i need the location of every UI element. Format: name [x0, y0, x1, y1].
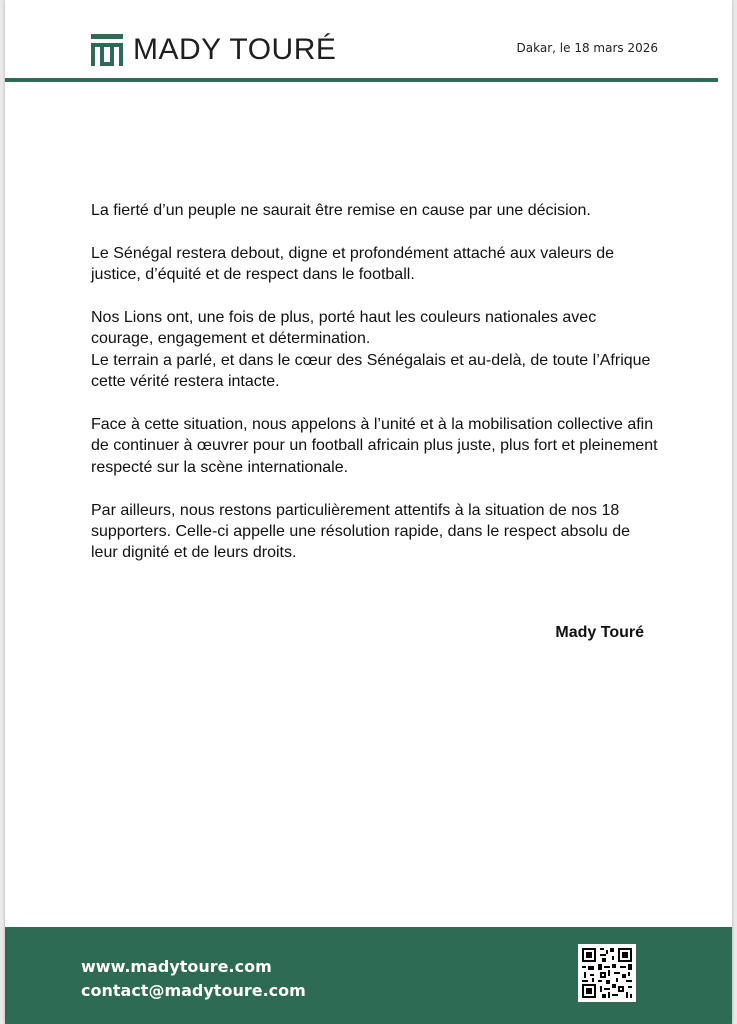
letter-body: [91, 200, 661, 585]
website-link[interactable]: www.madytoure.com: [81, 957, 272, 976]
letter-date: Dakar, le 18 mars 2026: [516, 41, 658, 55]
email-link[interactable]: contact@madytoure.com: [81, 981, 306, 1000]
paragraph-3: [91, 307, 661, 393]
mt-logo-icon: [91, 34, 123, 66]
letter-page: [5, 0, 732, 1024]
header-divider: [5, 78, 718, 82]
paragraph-5: Par ailleurs, nous restons particulièrement attentifs à la situation de nos 18 supporters. Celle-ci appelle une résolution rapide, dans le respect absolu de leur dignité et de leurs droits.: [91, 501, 630, 562]
logo-text: MADY TOURÉ: [133, 33, 337, 66]
paragraph-1: La fierté d’un peuple ne saurait être remise en cause par une décision.: [91, 202, 591, 219]
logo: [91, 34, 336, 66]
footer: [5, 927, 732, 1024]
paragraph-3-line-b: Le terrain a parlé, et dans le cœur des Sénégalais et au-delà, de toute l’Afrique cette vérité restera intacte.: [91, 351, 651, 391]
paragraph-2: Le Sénégal restera debout, digne et profondément attaché aux valeurs de justice, d’équité et de respect dans le football.: [91, 244, 615, 284]
paragraph-3-line-a: Nos Lions ont, une fois de plus, porté haut les couleurs nationales avec courage, engagement et détermination.: [91, 309, 597, 348]
footer-contact: [81, 955, 306, 1003]
signature: Mady Touré: [555, 624, 644, 641]
paragraph-4: Face à cette situation, nous appelons à l’unité et à la mobilisation collective afin de continuer à œuvrer pour un football africain plus juste, plus fort et pleinement respecté sur la scène internationale.: [91, 416, 658, 476]
qr-code-icon: [578, 944, 636, 1002]
